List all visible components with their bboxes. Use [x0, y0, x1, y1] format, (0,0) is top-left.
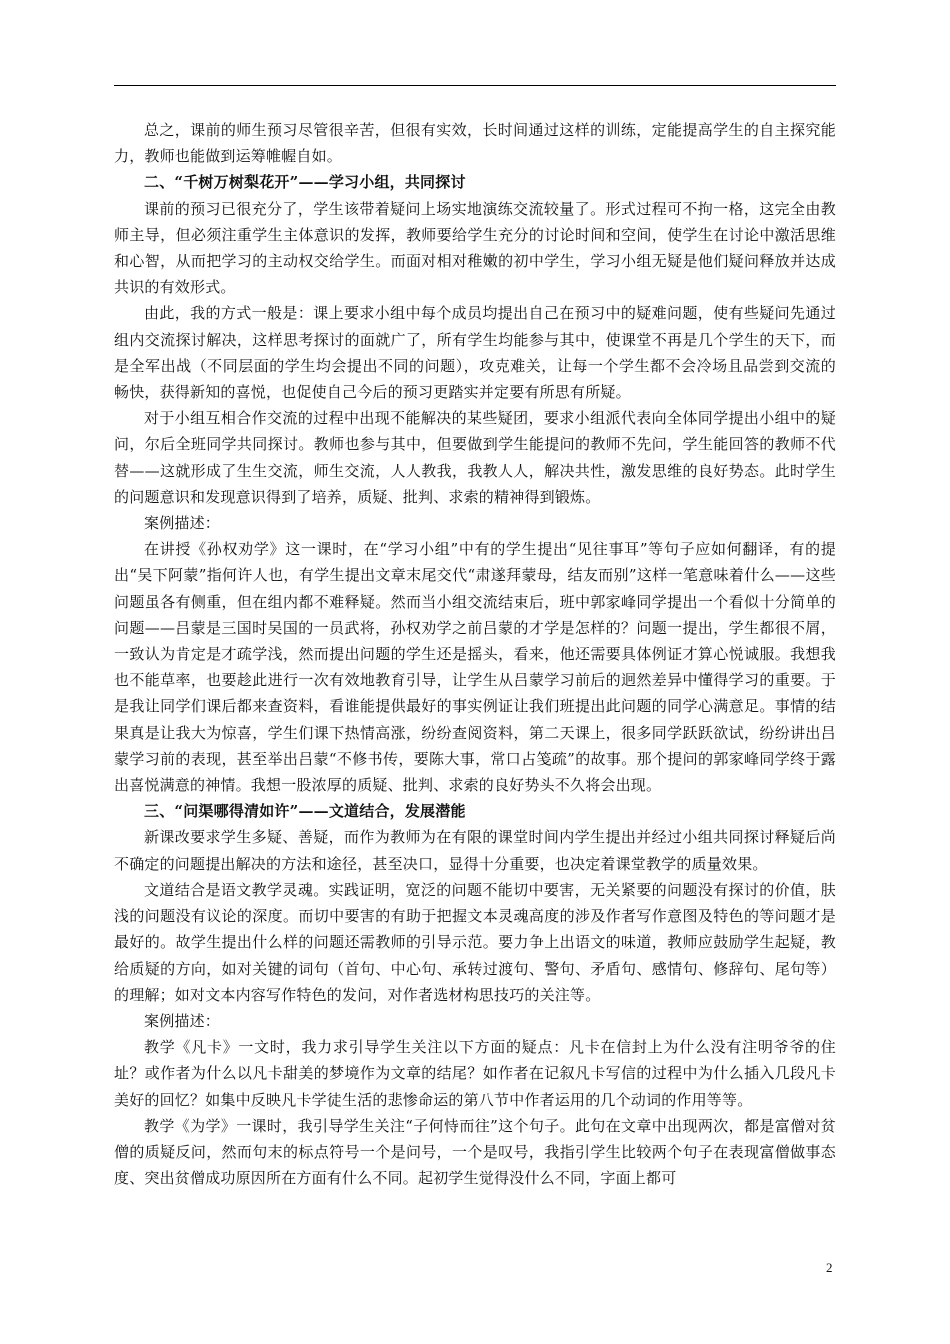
- paragraph-summary: 总之，课前的师生预习尽管很辛苦，但很有实效，长时间通过这样的训练，定能提高学生的自主探究能力，教师也能做到运筹帷幄自如。: [114, 121, 836, 166]
- case-label: 案例描述：: [144, 514, 221, 533]
- paragraph: 新课改要求学生多疑、善疑，而作为教师为在有限的课堂时间内学生提出并经过小组共同探讨释疑后尚不确定的问题提出解决的方法和途径，甚至决口，显得十分重要，也决定着课堂教学的质量效果。: [114, 828, 836, 873]
- paragraph: 课前的预习已很充分了，学生该带着疑问上场实地演练交流较量了。形式过程可不拘一格，这完全由教师主导，但必须注重学生主体意识的发挥，教师要给学生充分的讨论时间和空间，使学生在讨论中激活思维和心智，从而把学习的主动权交给学生。而面对相对稚嫩的初中学生，学习小组无疑是他们疑问释放并达成共识的有效形式。: [114, 199, 836, 297]
- paragraph-case-2: 教学《凡卡》一文时，我力求引导学生关注以下方面的疑点：凡卡在信封上为什么没有注明爷爷的住址？或作者为什么以凡卡甜美的梦境作为文章的结尾？如作者在记叙凡卡写信的过程中为什么插入几段凡卡美好的回忆？如集中反映凡卡学徒生活的悲惨命运的第八节中作者运用的几个动词的作用等等。: [114, 1038, 836, 1109]
- page-number: 2: [826, 1260, 833, 1275]
- header-rule: [114, 85, 836, 86]
- paragraph: 文道结合是语文教学灵魂。实践证明，宽泛的问题不能切中要害，无关紧要的问题没有探讨的价值，肤浅的问题没有议论的深度。而切中要害的有助于把握文本灵魂高度的涉及作者写作意图及特色的等问题才是最好的。故学生提出什么样的问题还需教师的引导示范。要力争上出语文的味道，教师应鼓励学生起疑，教给质疑的方向，如对关键的词句（首句、中心句、承转过渡句、警句、矛盾句、感情句、修辞句、尾句等）的理解；如对文本内容写作特色的发问，对作者选材构思技巧的关注等。: [114, 880, 836, 1004]
- paragraph: 由此，我的方式一般是：课上要求小组中每个成员均提出自己在预习中的疑难问题，使有些疑问先通过组内交流探讨解决，这样思考探讨的面就广了，所有学生均能参与其中，使课堂不再是几个学生的天下，而是全军出战（不同层面的学生均会提出不同的问题），攻克难关，让每一个学生都不会冷场且品尝到交流的畅快，获得新知的喜悦，也促使自己今后的预习更踏实并定要有所思有所疑。: [114, 304, 836, 402]
- section-heading-3: 三、“问渠哪得清如许”——文道结合，发展潜能: [144, 802, 466, 821]
- section-heading-2: 二、“千树万树梨花开”——学习小组，共同探讨: [144, 173, 466, 192]
- paragraph-case-1: 在讲授《孙权劝学》这一课时，在“学习小组”中有的学生提出“见往事耳”等句子应如何翻译，有的提出“吴下阿蒙”指何许人也，有学生提出文章末尾交代“肃遂拜蒙母，结友而别”这样一笔意味着什么——这些问题虽各有侧重，但在组内都不难释疑。然而当小组交流结束后，班中郭家峰同学提出一个看似十分简单的问题——吕蒙是三国时吴国的一员武将，孙权劝学之前吕蒙的才学是怎样的？问题一提出，学生都很不屑，一致认为肯定是才疏学浅，然而提出问题的学生还是摇头，看来，他还需要具体例证才算心悦诚服。我想我也不能草率，也要趁此进行一次有效地教育引导，让学生从吕蒙学习前后的迥然差异中懂得学习的重要。于是我让同学们课后都来查资料，看谁能提供最好的事实例证让我们班提出此问题的同学心满意足。事情的结果真是让我大为惊喜，学生们课下热情高涨，纷纷查阅资料，第二天课上，很多同学跃跃欲试，纷纷讲出吕蒙学习前的表现，甚至举出吕蒙“不修书传，要陈大事，常口占笺疏”的故事。那个提问的郭家峰同学终于露出喜悦满意的神情。我想一股浓厚的质疑、批判、求索的良好势头不久将会出现。: [114, 540, 836, 795]
- paragraph-case-3: 教学《为学》一课时，我引导学生关注“子何恃而往”这个句子。此句在文章中出现两次，都是富僧对贫僧的质疑反问，然而句末的标点符号一个是问号，一个是叹号，我指引学生比较两个句子在表现富僧做事态度、突出贫僧成功原因所在方面有什么不同。起初学生觉得没什么不同，字面上都可: [114, 1116, 836, 1188]
- paragraph: 对于小组互相合作交流的过程中出现不能解决的某些疑团，要求小组派代表向全体同学提出小组中的疑问，尔后全班同学共同探讨。教师也参与其中，但要做到学生能提问的教师不先问，学生能回答的教师不代替——这就形成了生生交流，师生交流，人人教我，我教人人，解决共性，激发思维的良好势态。此时学生的问题意识和发现意识得到了培养，质疑、批判、求索的精神得到锻炼。: [114, 409, 836, 506]
- case-label: 案例描述：: [144, 1011, 221, 1030]
- document-body: [114, 117, 836, 1191]
